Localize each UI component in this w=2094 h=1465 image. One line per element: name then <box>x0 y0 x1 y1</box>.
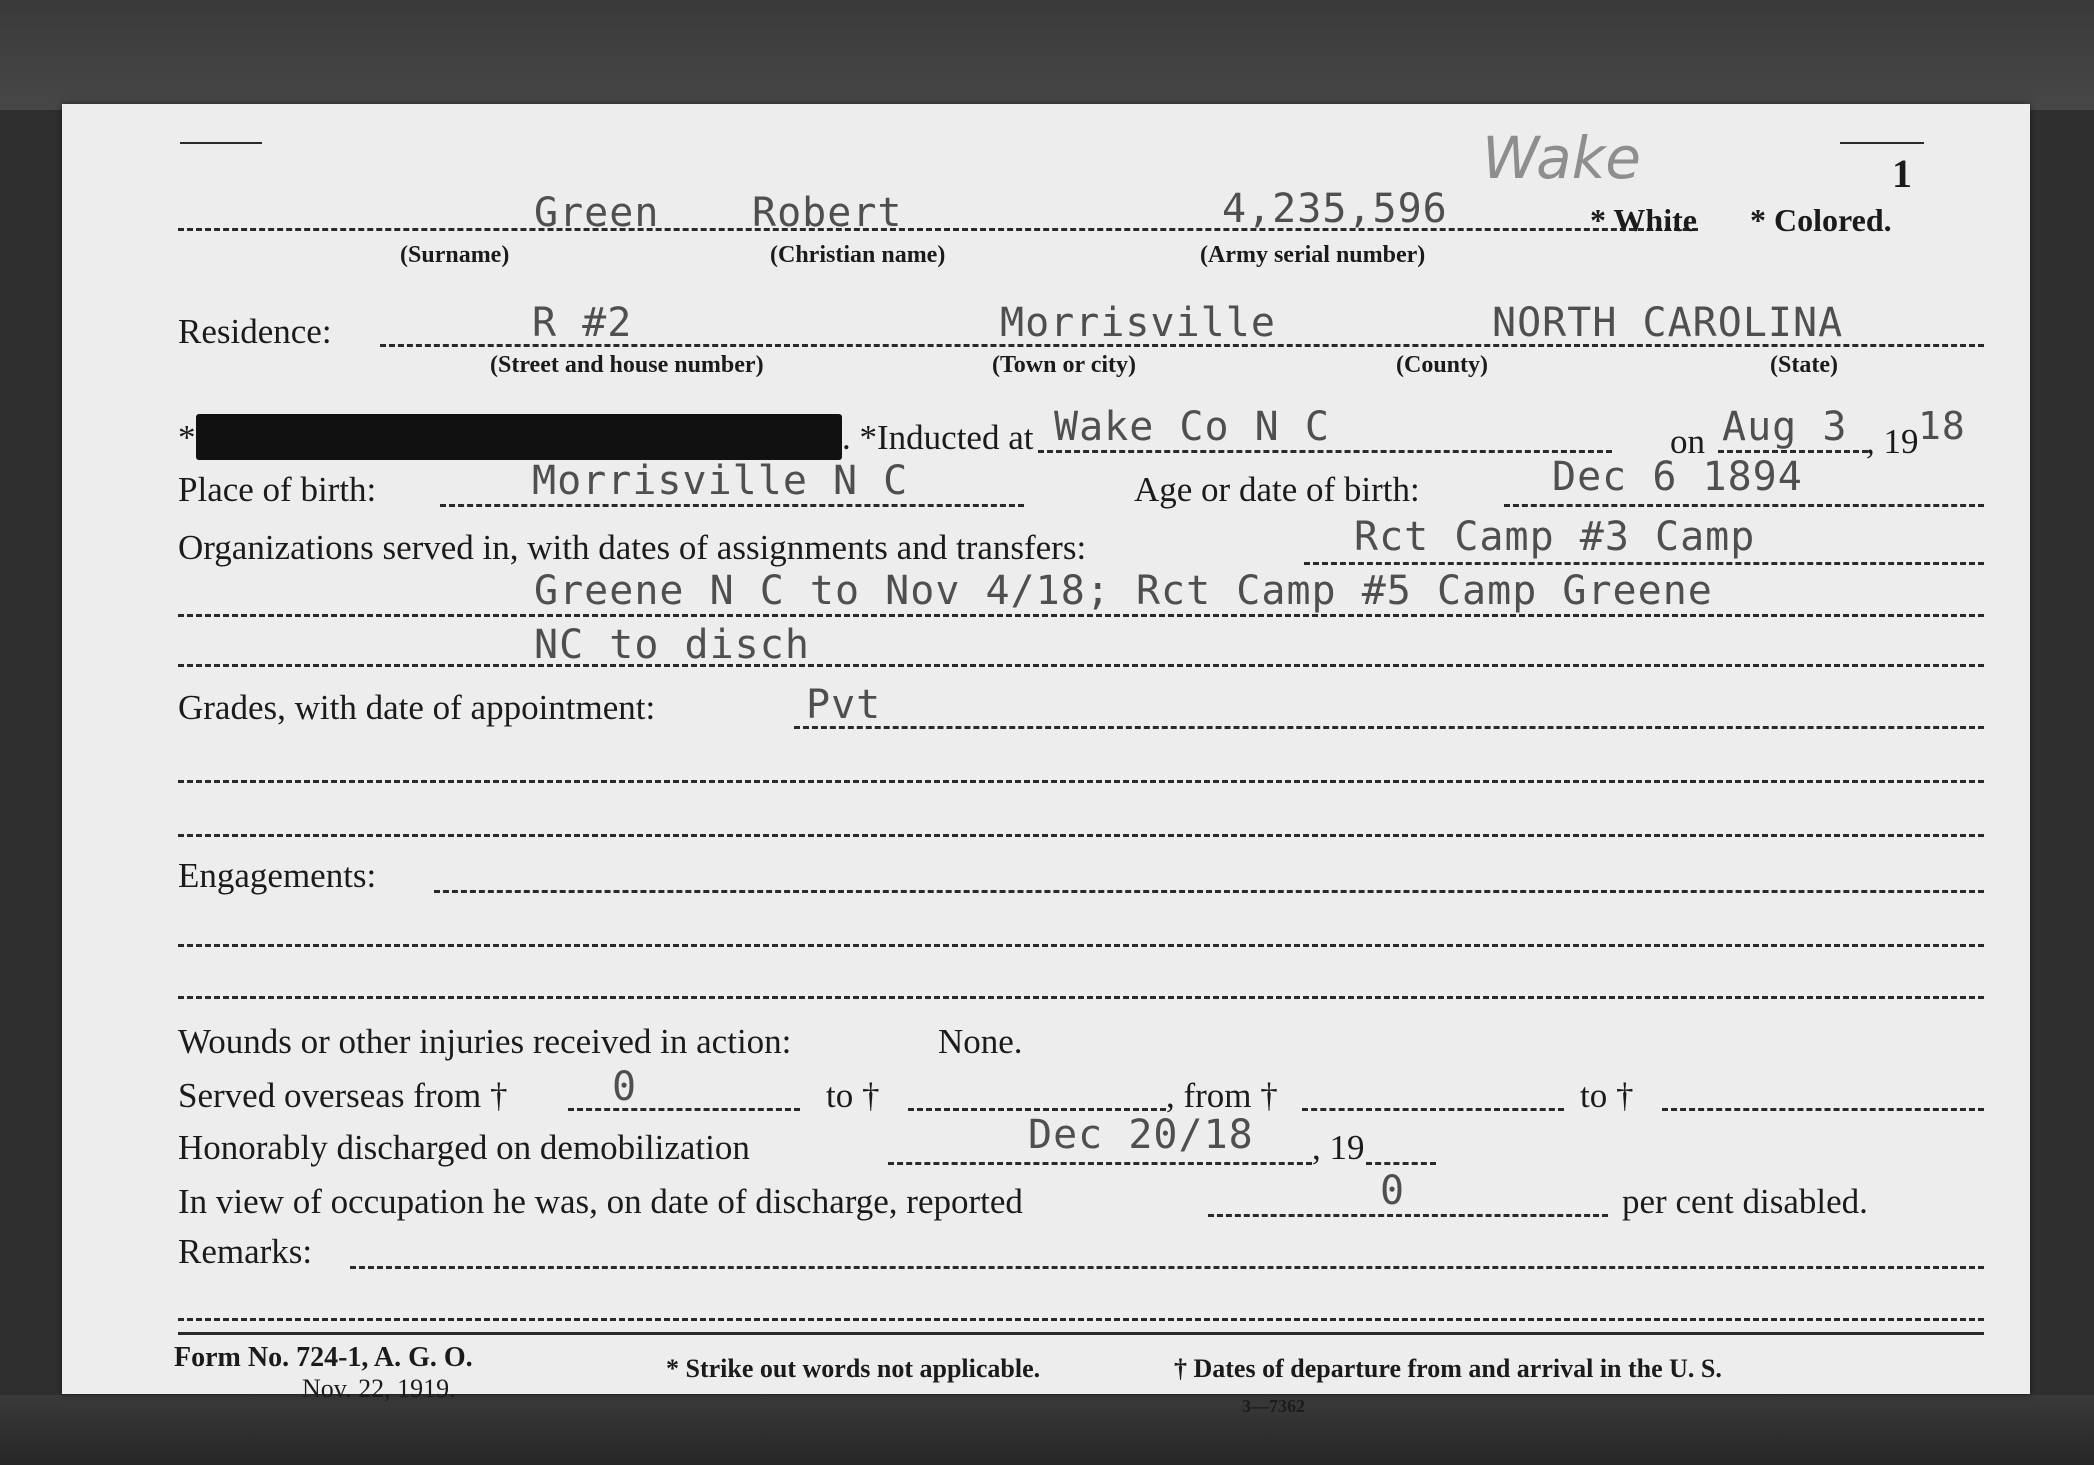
birthplace-line <box>440 504 1024 507</box>
caption-town: (Town or city) <box>992 352 1136 378</box>
disability-value: 0 <box>1380 1168 1406 1214</box>
serial-number-value: 4,235,596 <box>1222 186 1448 232</box>
service-record-card <box>62 104 2030 1416</box>
residence-street-value: R #2 <box>532 300 633 346</box>
inducted-place-line <box>1038 450 1612 453</box>
grades-line-3 <box>178 834 1984 837</box>
discharge-year-line <box>1366 1162 1436 1165</box>
inducted-year-prefix: , 19 <box>1866 422 1919 461</box>
engagements-line-2 <box>178 944 1984 947</box>
scan-background-bottom <box>0 1395 2094 1465</box>
overseas-from2-line <box>1302 1108 1564 1111</box>
grades-line-1 <box>794 726 1984 729</box>
engagements-line-1 <box>434 890 1984 893</box>
form-number: Form No. 724-1, A. G. O. <box>174 1342 473 1373</box>
top-right-rule <box>1840 142 1924 144</box>
redacted-enlisted-block <box>196 414 842 460</box>
overseas-label: Served overseas from † <box>178 1076 508 1115</box>
birthplace-label: Place of birth: <box>178 470 377 509</box>
disability-suffix: per cent disabled. <box>1622 1182 1868 1221</box>
organizations-value-2: Greene N C to Nov 4/18; Rct Camp #5 Camp Greene <box>534 568 1713 614</box>
note-strike-out: * Strike out words not applicable. <box>666 1354 1041 1383</box>
card-number: 1 <box>1892 151 1912 196</box>
caption-street: (Street and house number) <box>490 352 764 378</box>
caption-christian-name: (Christian name) <box>770 242 946 268</box>
name-line <box>178 228 1698 231</box>
remarks-label: Remarks: <box>178 1232 313 1271</box>
residence-town-value: Morrisville <box>1000 300 1276 346</box>
form-date: Nov. 22, 1919. <box>302 1374 456 1403</box>
organizations-line-3 <box>178 664 1984 667</box>
organizations-label: Organizations served in, with dates of assignments and transfers: <box>178 528 1087 567</box>
inducted-label: . *Inducted at <box>842 418 1034 457</box>
note-departure-dates: † Dates of departure from and arrival in the U. S. <box>1174 1354 1722 1383</box>
inducted-date-value: Aug 3 <box>1722 404 1848 450</box>
inducted-place-value: Wake Co N C <box>1054 404 1330 450</box>
birthdate-line <box>1504 504 1984 507</box>
overseas-to2-line <box>1662 1108 1984 1111</box>
overseas-to2-label: to † <box>1580 1076 1634 1115</box>
surname-value: Green <box>534 190 660 236</box>
engagements-line-3 <box>178 996 1984 999</box>
discharge-date-line <box>888 1162 1312 1165</box>
footer-rule <box>178 1332 1984 1335</box>
discharge-label: Honorably discharged on demobilization <box>178 1128 750 1167</box>
organizations-line-1 <box>1304 562 1984 565</box>
caption-surname: (Surname) <box>400 242 510 268</box>
organizations-value-1: Rct Camp #3 Camp <box>1354 514 1756 560</box>
organizations-line-2 <box>178 614 1984 617</box>
inducted-year-suffix: 18 <box>1918 404 1966 448</box>
remarks-line-2 <box>178 1318 1984 1321</box>
birthdate-label: Age or date of birth: <box>1134 470 1420 509</box>
residence-label: Residence: <box>178 312 332 351</box>
top-left-rule <box>180 142 262 144</box>
caption-state: (State) <box>1770 352 1838 378</box>
overseas-from1-line <box>568 1108 800 1111</box>
organizations-value-3: NC to disch <box>534 622 810 668</box>
wounds-label: Wounds or other injuries received in action: <box>178 1022 792 1061</box>
disability-line <box>1208 1214 1608 1217</box>
residence-state-value: NORTH CAROLINA <box>1492 300 1844 346</box>
birthplace-value: Morrisville N C <box>532 458 909 504</box>
grades-label: Grades, with date of appointment: <box>178 688 656 727</box>
scan-background-top <box>0 0 2094 110</box>
christian-name-value: Robert <box>752 190 903 236</box>
race-colored: * Colored. <box>1750 202 1892 238</box>
engagements-label: Engagements: <box>178 856 377 895</box>
birthdate-value: Dec 6 1894 <box>1552 454 1803 500</box>
disability-label: In view of occupation he was, on date of discharge, reported <box>178 1182 1023 1221</box>
caption-serial-number: (Army serial number) <box>1200 242 1426 268</box>
inducted-on-label: on <box>1670 422 1705 461</box>
overseas-from2-label: , from † <box>1166 1076 1278 1115</box>
remarks-line-1 <box>350 1266 1984 1269</box>
grades-line-2 <box>178 780 1984 783</box>
inducted-date-line <box>1718 450 1868 453</box>
overseas-from1-value: 0 <box>612 1064 638 1110</box>
race-white <box>1590 202 1697 239</box>
overseas-to1-label: to † <box>826 1076 880 1115</box>
race-white-text: * White <box>1590 202 1697 238</box>
print-code: 3—7362 <box>1242 1396 1305 1416</box>
overseas-to1-line <box>908 1108 1166 1111</box>
grades-value: Pvt <box>806 682 882 728</box>
discharge-year-prefix: , 19 <box>1312 1128 1365 1167</box>
discharge-date-value: Dec 20/18 <box>1028 1112 1254 1158</box>
induction-asterisk: * <box>178 418 196 457</box>
caption-county: (County) <box>1396 352 1489 378</box>
county-pencil-note: Wake <box>1482 124 1641 192</box>
wounds-value: None. <box>938 1022 1023 1061</box>
